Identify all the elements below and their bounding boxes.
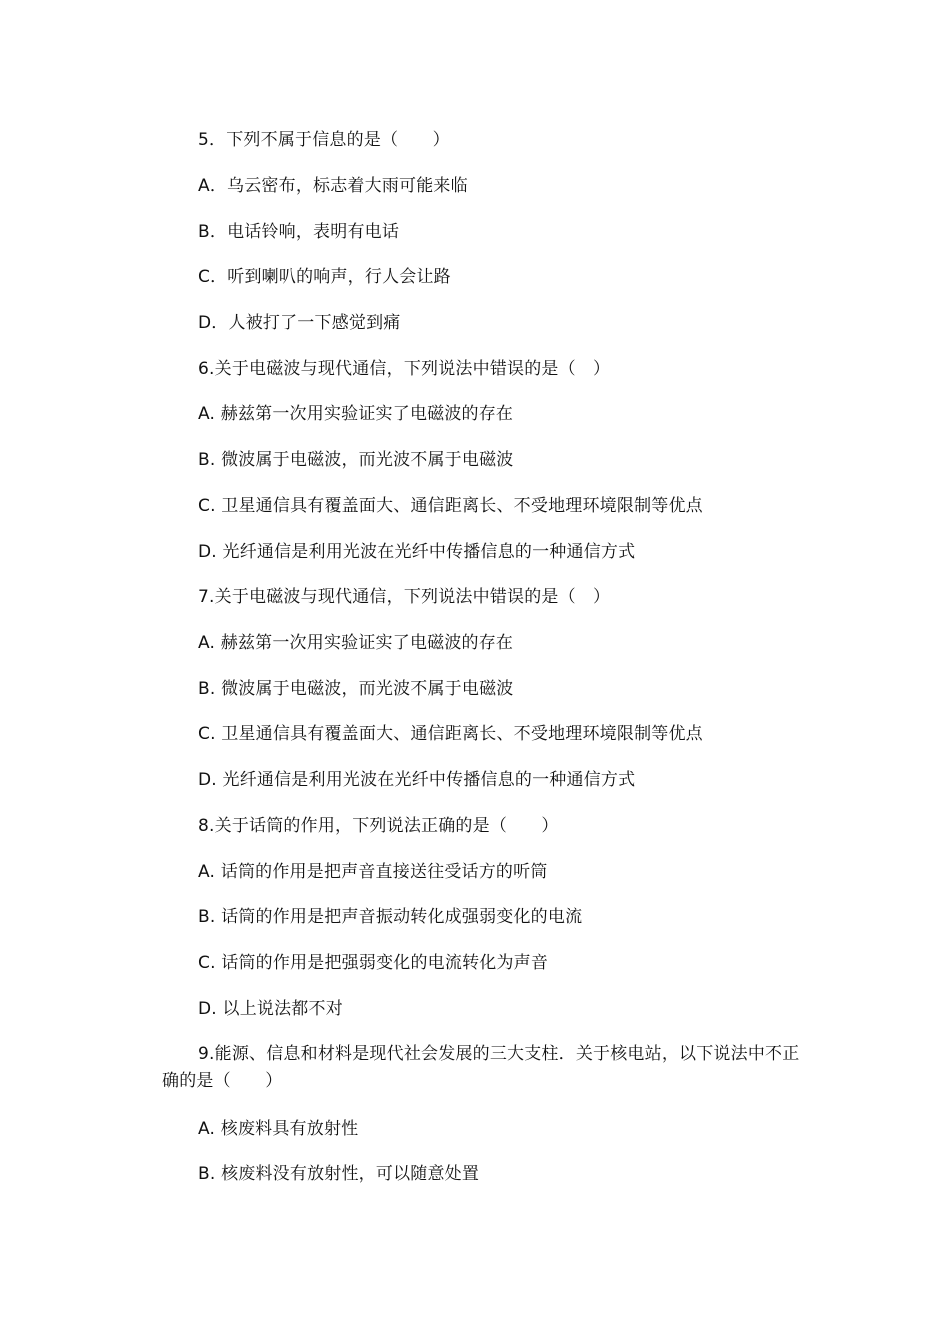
question-8-option-b: B. 话筒的作用是把声音振动转化成强弱变化的电流	[198, 907, 583, 927]
question-9-option-a: A. 核废料具有放射性	[198, 1119, 359, 1139]
question-6-option-b: B. 微波属于电磁波，而光波不属于电磁波	[198, 450, 514, 470]
question-9-option-b: B. 核废料没有放射性，可以随意处置	[198, 1164, 480, 1184]
question-5-option-b: B．电话铃响，表明有电话	[198, 222, 400, 242]
question-5-option-a: A．乌云密布，标志着大雨可能来临	[198, 176, 468, 196]
question-5-stem: 5．下列不属于信息的是（ ）	[198, 130, 450, 150]
question-7-option-b: B. 微波属于电磁波，而光波不属于电磁波	[198, 679, 514, 699]
question-6-option-d: D. 光纤通信是利用光波在光纤中传播信息的一种通信方式	[198, 542, 636, 562]
question-7-option-d: D. 光纤通信是利用光波在光纤中传播信息的一种通信方式	[198, 770, 636, 790]
question-8-stem: 8.关于话筒的作用，下列说法正确的是（ ）	[198, 816, 559, 836]
question-9-stem: 9.能源、信息和材料是现代社会发展的三大支柱．关于核电站，以下说法中不正确的是（ ）	[162, 1044, 800, 1091]
question-8-option-c: C. 话筒的作用是把强弱变化的电流转化为声音	[198, 953, 549, 973]
question-5-option-d: D．人被打了一下感觉到痛	[198, 313, 401, 333]
question-8-option-d: D. 以上说法都不对	[198, 999, 343, 1019]
question-5-option-c: C．听到喇叭的响声，行人会让路	[198, 267, 451, 287]
question-7-option-a: A. 赫兹第一次用实验证实了电磁波的存在	[198, 633, 514, 653]
question-6-option-a: A. 赫兹第一次用实验证实了电磁波的存在	[198, 404, 514, 424]
question-7-option-c: C. 卫星通信具有覆盖面大、通信距离长、不受地理环境限制等优点	[198, 724, 703, 744]
question-7-stem: 7.关于电磁波与现代通信，下列说法中错误的是（ ）	[198, 587, 611, 607]
question-6-option-c: C. 卫星通信具有覆盖面大、通信距离长、不受地理环境限制等优点	[198, 496, 703, 516]
question-6-stem: 6.关于电磁波与现代通信，下列说法中错误的是（ ）	[198, 359, 611, 379]
question-8-option-a: A. 话筒的作用是把声音直接送往受话方的听筒	[198, 862, 548, 882]
